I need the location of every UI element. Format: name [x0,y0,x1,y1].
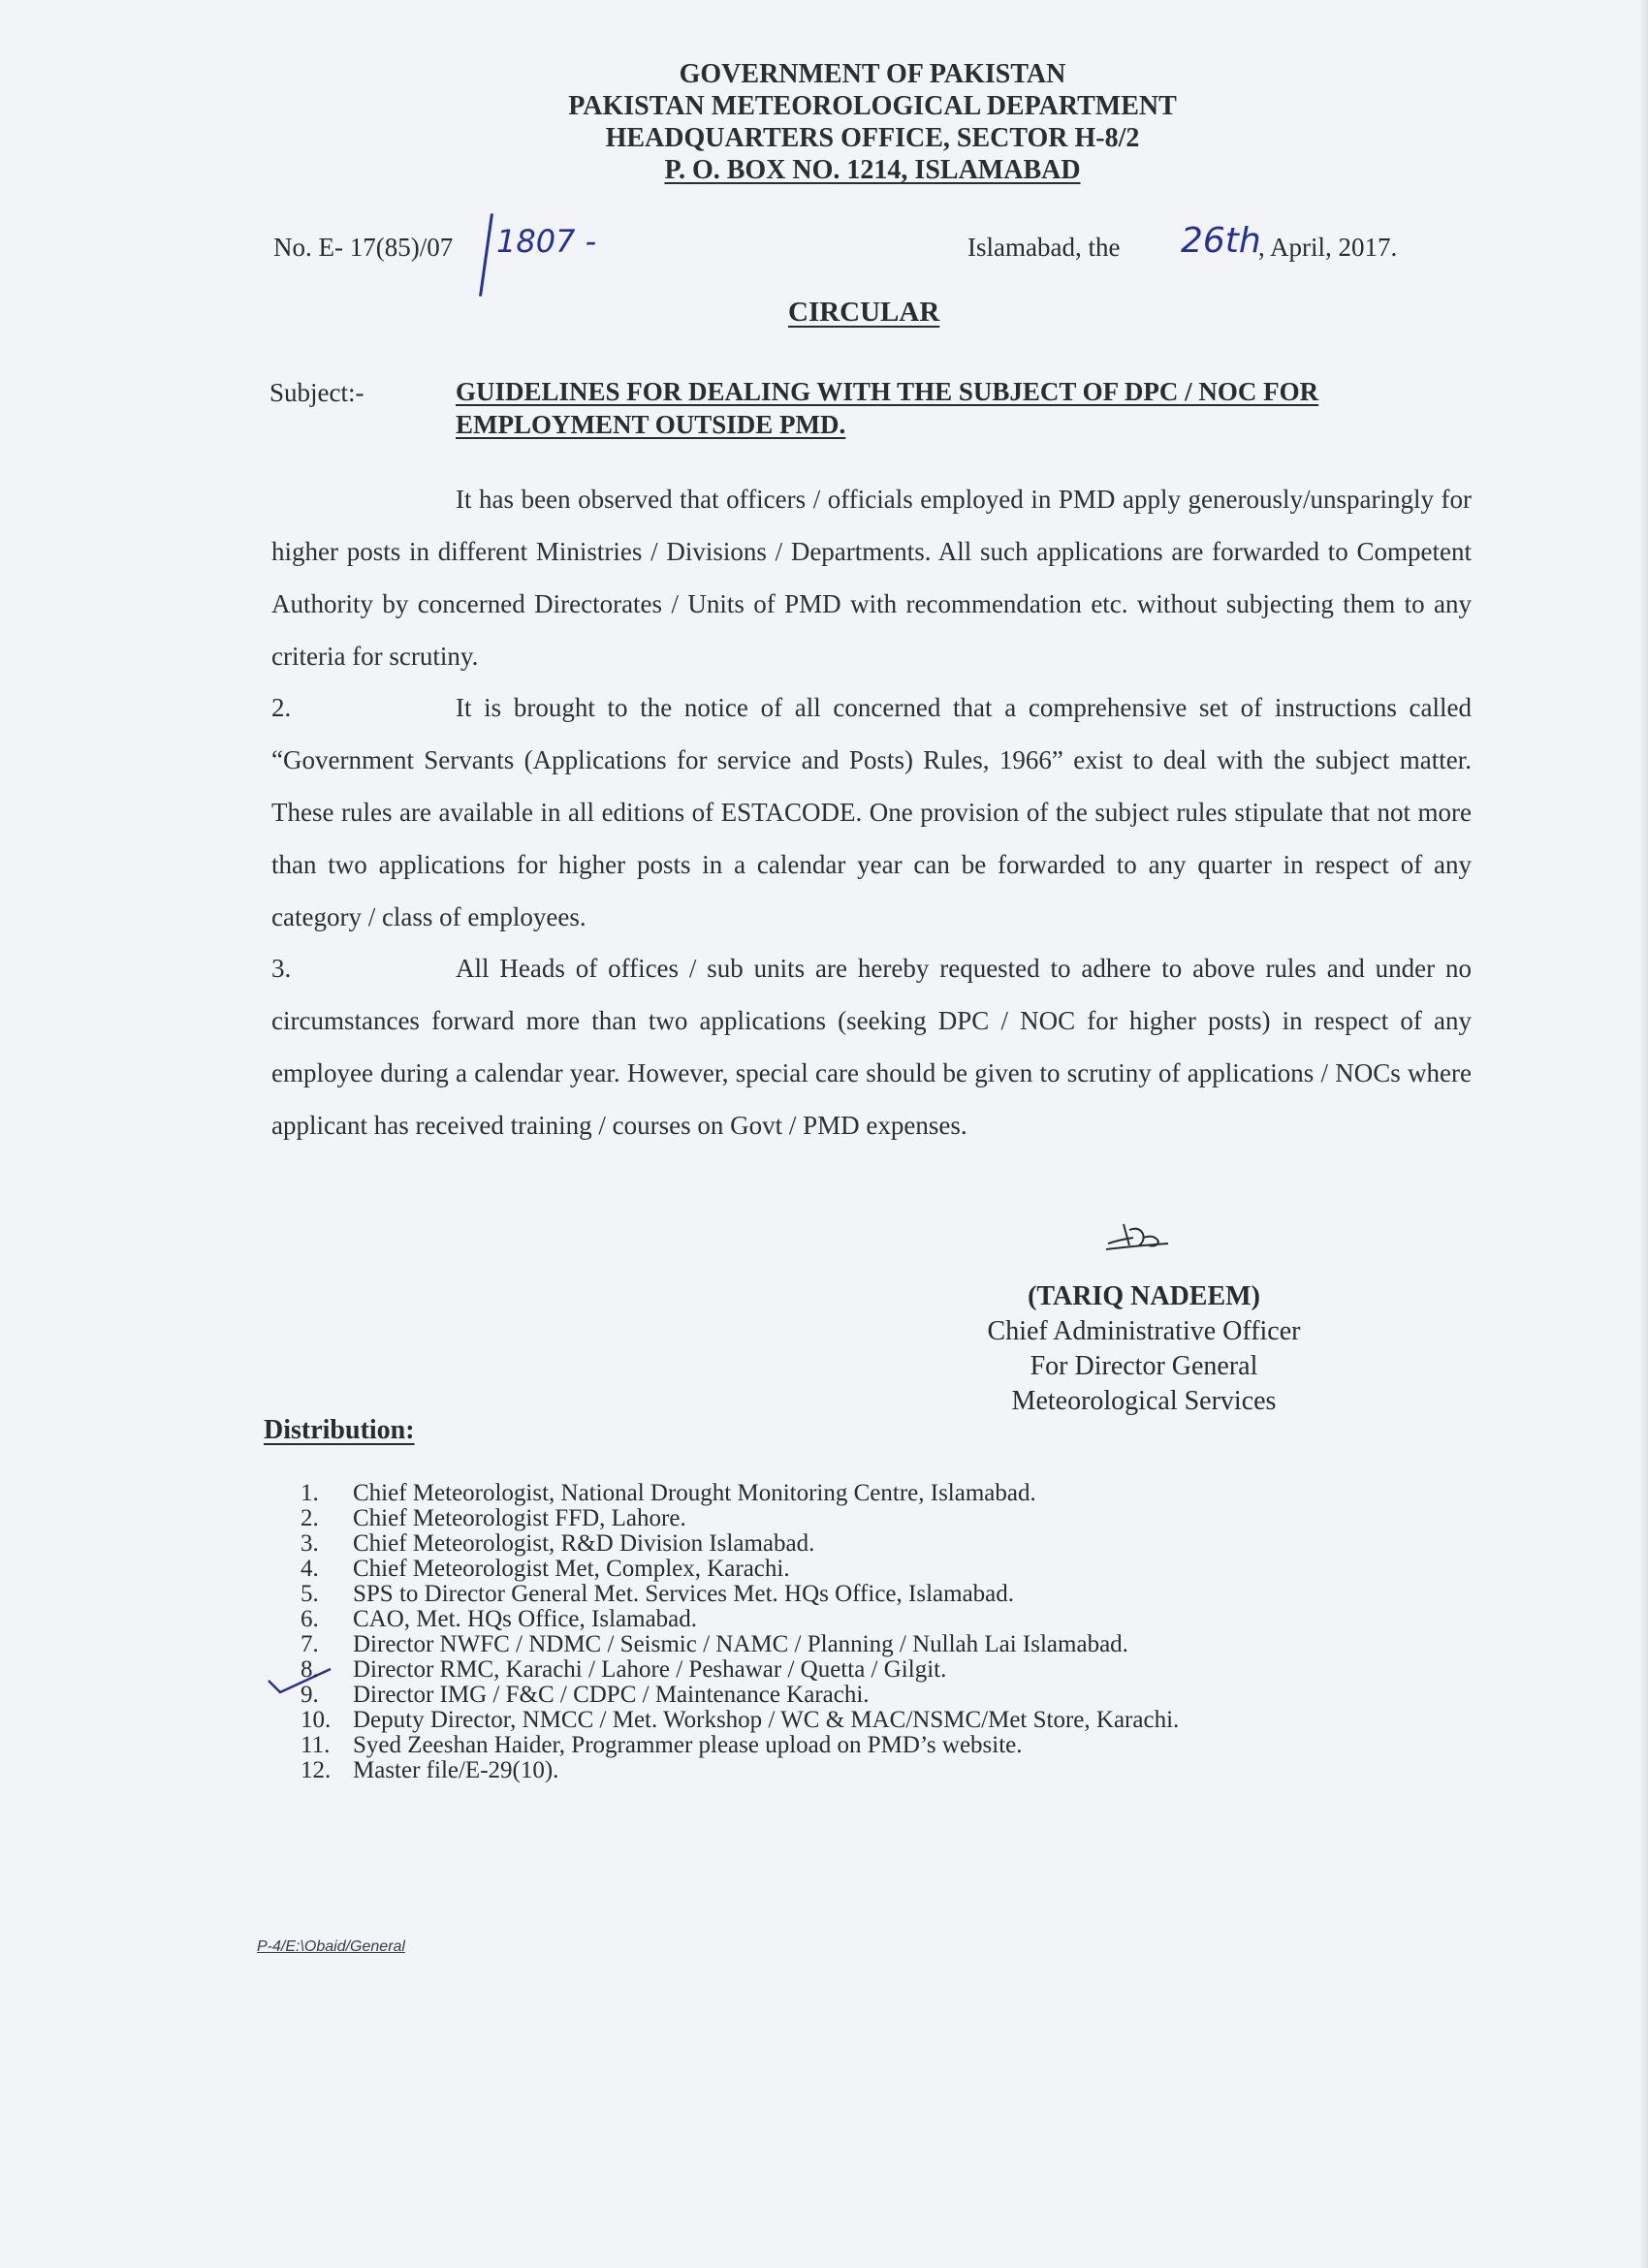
paragraph-1 [271,473,1472,682]
distribution-item: 2. Chief Meteorologist FFD, Lahore. [301,1505,686,1531]
handwritten-slash [479,213,493,297]
distribution-item: 9. Director IMG / F&C / CDPC / Maintenance Karachi. [301,1682,870,1708]
distribution-item: 7. Director NWFC / NDMC / Seismic / NAMC / Planning / Nullah Lai Islamabad. [301,1631,1128,1657]
date-month-year: , April, 2017. [1258,233,1398,262]
paragraph-3 [271,942,1472,1151]
reference-number: No. E- 17(85)/07 [273,233,454,262]
paragraph-2 [271,681,1472,943]
signatory-name: (TARIQ NADEEM) [1028,1281,1260,1311]
distribution-item: 8. Director RMC, Karachi / Lahore / Peshawar / Quetta / Gilgit. [301,1656,947,1683]
distribution-list [301,1481,1386,1783]
handwritten-day: 26th [1181,221,1261,261]
paragraph-3-number: 3. [271,954,292,983]
distribution-item: 12. Master file/E-29(10). [301,1757,559,1783]
paragraph-3-text: All Heads of offices / sub units are hereby requested to adhere to above rules and under no circumstances forward more than two applications (seeking DPC / NOC for higher posts) in respect of any employee during a calendar year. However, special care should be given to scrutiny of applications / NOCs where applicant has received training / courses on Govt / PMD expenses. [271,954,1472,1140]
letterhead-line-3: HEADQUARTERS OFFICE, SECTOR H-8/2 [605,123,1140,153]
distribution-item: 4. Chief Meteorologist Met, Complex, Karachi. [301,1556,790,1582]
signatory-office: Meteorological Services [1011,1386,1277,1416]
signature-block [931,1279,1357,1419]
letterhead-line-2: PAKISTAN METEOROLOGICAL DEPARTMENT [568,91,1177,121]
signatory-for-line: For Director General [1030,1351,1258,1381]
signature-initials [1100,1216,1178,1255]
document-title: CIRCULAR [788,297,940,328]
distribution-item: 6. CAO, Met. HQs Office, Islamabad. [301,1606,698,1632]
distribution-item: 1. Chief Meteorologist, National Drought Monitoring Centre, Islamabad. [301,1480,1036,1506]
letterhead [0,58,1648,186]
scan-edge-shadow [1638,0,1648,2268]
paragraph-2-number: 2. [271,693,292,722]
signatory-designation: Chief Administrative Officer [987,1316,1301,1346]
paragraph-1-text: It has been observed that officers / officials employed in PMD apply generously/unsparingly for higher posts in different Ministries / Divisions / Departments. All such applications are forwarded to Competent Authority by concerned Directorates / Units of PMD with recommendation etc. without subjecting them to any criteria for scrutiny. [271,485,1472,671]
distribution-item: 11. Syed Zeeshan Haider, Programmer please upload on PMD’s website. [301,1732,1023,1758]
subject-label: Subject:- [269,378,364,407]
distribution-item: 5. SPS to Director General Met. Services Met. HQs Office, Islamabad. [301,1581,1015,1607]
letterhead-line-4: P. O. BOX NO. 1214, ISLAMABAD [664,155,1081,185]
paragraph-2-text: It is brought to the notice of all concerned that a comprehensive set of instructions called “Government Servants (Applications for service and Posts) Rules, 1966” exist to deal with the subject matter. These rules are available in all editions of ESTACODE. One provision of the subject rules stipulate that not more than two applications for higher posts in a calendar year can be forwarded to any quarter in respect of any category / class of employees. [271,693,1472,931]
handwritten-dispatch-number: 1807 - [496,223,597,260]
distribution-item: 10. Deputy Director, NMCC / Met. Workshop / WC & MAC/NSMC/Met Store, Karachi. [301,1707,1180,1733]
date-place-prefix: Islamabad, the [967,233,1121,262]
file-path-reference: P-4/E:\Obaid/General [257,1938,405,1955]
distribution-label: Distribution: [264,1415,415,1445]
letterhead-line-1: GOVERNMENT OF PAKISTAN [679,59,1066,89]
subject-text: GUIDELINES FOR DEALING WITH THE SUBJECT OF DPC / NOC FOR EMPLOYMENT OUTSIDE PMD. [456,377,1319,439]
distribution-item: 3. Chief Meteorologist, R&D Division Islamabad. [301,1530,815,1557]
